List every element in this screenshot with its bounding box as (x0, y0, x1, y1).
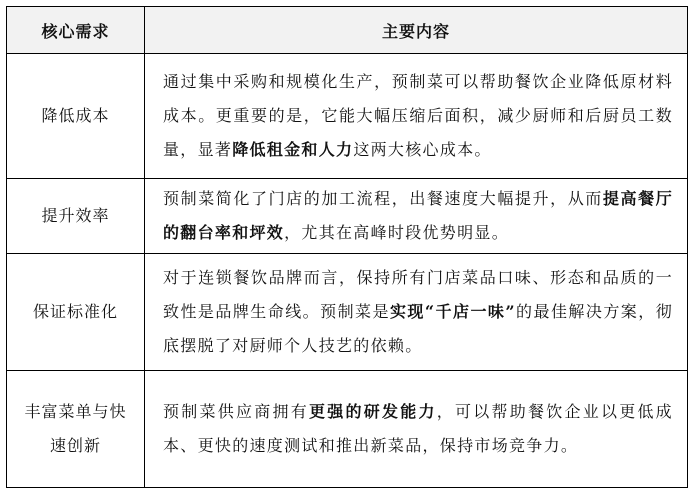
content-table-wrapper (6, 6, 687, 488)
content-text: 预制菜简化了门店的加工流程，出餐速度大幅提升，从而 (163, 189, 603, 208)
content-text: 的最佳解决方案，彻底摆脱了对厨师个人技艺的依赖。 (163, 302, 673, 355)
content-text: 对于连锁餐饮品牌而言，保持所有门店菜品口味、形态和品质的一致性是品牌生命线。预制菜是 (163, 268, 673, 321)
row-need-standardization: 保证标准化 (7, 254, 145, 371)
content-emphasis: 提高餐厅的翻台率和坪效 (163, 189, 673, 242)
requirements-table (6, 6, 688, 488)
content-emphasis: 实现“千店一味” (389, 302, 516, 321)
content-emphasis: 降低租金和人力 (232, 140, 354, 159)
content-text: 预制菜供应商拥有 (163, 402, 309, 421)
row-content-cost (145, 54, 688, 179)
table-row (7, 254, 688, 371)
row-need-innovation: 丰富菜单与快速创新 (7, 371, 145, 488)
row-need-cost: 降低成本 (7, 54, 145, 179)
table-row (7, 54, 688, 179)
content-text: 这两大核心成本。 (353, 140, 492, 159)
row-content-innovation (145, 371, 688, 488)
content-text: ，可以帮助餐饮企业以更低成本、更快的速度测试和推出新菜品，保持市场竞争力。 (163, 402, 673, 455)
row-content-standardization (145, 254, 688, 371)
row-content-efficiency (145, 179, 688, 254)
row-need-efficiency: 提升效率 (7, 179, 145, 254)
table-header-row (7, 7, 688, 54)
content-text: 通过集中采购和规模化生产，预制菜可以帮助餐饮企业降低原材料成本。更重要的是，它能大幅压缩后面积，减少厨师和后厨员工数量，显著 (163, 72, 673, 159)
header-main-content: 主要内容 (145, 7, 688, 54)
header-core-need: 核心需求 (7, 7, 145, 54)
table-row (7, 371, 688, 488)
content-emphasis: 更强的研发能力 (308, 402, 437, 421)
table-row (7, 179, 688, 254)
content-text: ，尤其在高峰时段优势明显。 (284, 223, 510, 242)
